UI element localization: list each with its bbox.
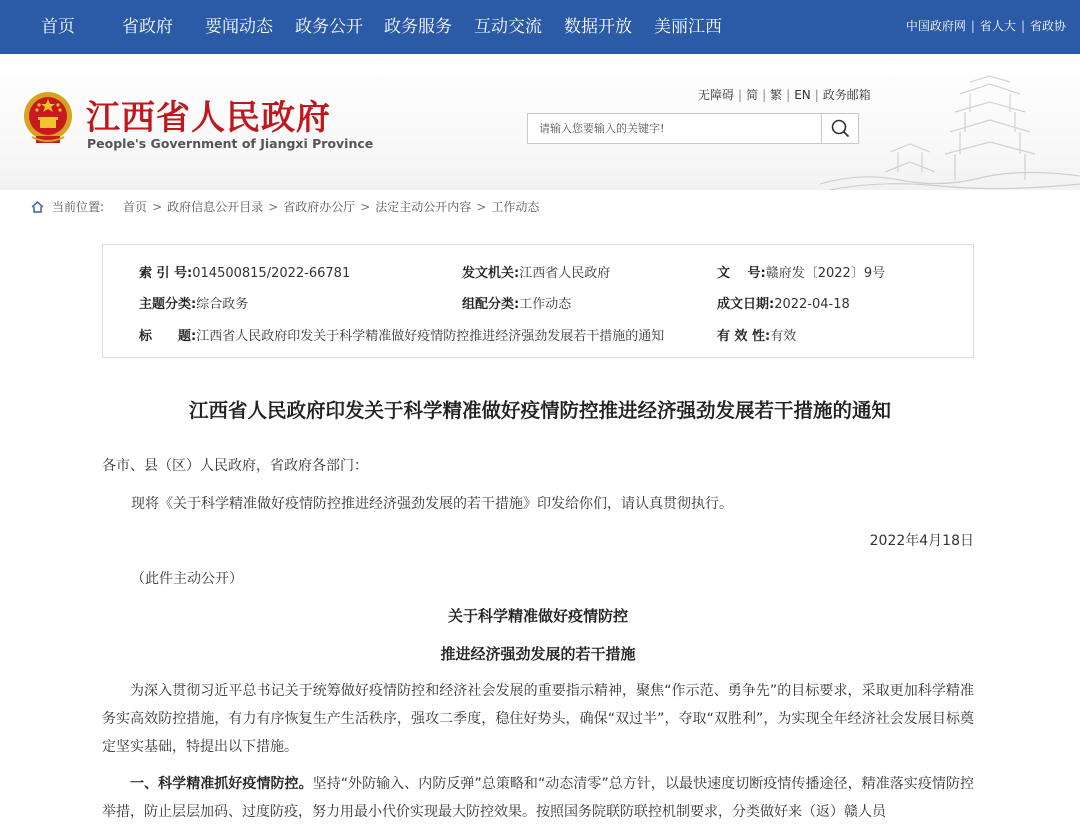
- search-icon: [822, 114, 859, 143]
- site-title-english: People's Government of Jiangxi Province: [87, 136, 374, 151]
- nav-item-beautiful-jiangxi[interactable]: 美丽江西: [654, 17, 722, 37]
- top-navigation-bar: [0, 0, 1080, 54]
- breadcrumb-home[interactable]: 首页: [123, 200, 148, 214]
- link-provincial-cppcc[interactable]: 省政协: [1029, 19, 1066, 33]
- meta-date: [717, 293, 850, 312]
- breadcrumb-label: 当前位置:: [52, 200, 105, 214]
- meta-category: [462, 293, 571, 312]
- meta-title-label: 标 题:: [139, 329, 197, 344]
- link-traditional-chinese[interactable]: 繁: [770, 88, 783, 102]
- article-paragraph-2: [102, 770, 974, 826]
- article-subtitle-line1: 关于科学精准做好疫情防控: [447, 607, 628, 625]
- article-paragraph-2-text: 坚持“外防输入、内防反弹”总策略和“动态清零”总方针，以最快速度切断疫情传播途径，精准落实疫情防控举措，防止层层加码、过度防疫，努力用最小代价实现最大防控效果。按照国务院联防联控机制要求，分类做好来（返）赣人员: [102, 776, 974, 820]
- nav-item-news[interactable]: 要闻动态: [205, 17, 273, 37]
- meta-issuer: [462, 262, 610, 281]
- top-right-links: [906, 0, 1066, 54]
- article-paragraph-2-lead: 一、科学精准抓好疫情防控。: [130, 776, 313, 792]
- utility-links: [698, 86, 871, 103]
- meta-validity: [717, 325, 796, 344]
- breadcrumb-info-disclosure-catalog[interactable]: 政府信息公开目录: [167, 200, 264, 214]
- divider: |: [814, 88, 819, 102]
- site-header: [0, 54, 1080, 190]
- meta-category-label: 组配分类:: [462, 297, 520, 312]
- meta-date-label: 成文日期:: [717, 297, 775, 312]
- breadcrumb-separator: >: [152, 200, 163, 214]
- meta-docno-value: 赣府发〔2022〕9号: [765, 266, 886, 281]
- breadcrumb-separator: >: [360, 200, 371, 214]
- meta-issuer-value: 江西省人民政府: [519, 266, 611, 281]
- search-button[interactable]: [821, 114, 858, 143]
- meta-index: [139, 262, 350, 281]
- divider: |: [786, 88, 791, 102]
- article-addressee: 各市、县（区）人民政府，省政府各部门：: [102, 458, 368, 474]
- divider: |: [1020, 19, 1025, 33]
- link-provincial-congress[interactable]: 省人大: [979, 19, 1016, 33]
- nav-item-government-services[interactable]: 政务服务: [384, 17, 452, 37]
- home-icon: [31, 201, 44, 213]
- meta-category-value: 工作动态: [519, 297, 572, 312]
- link-government-mailbox[interactable]: 政务邮箱: [822, 88, 871, 102]
- article-intro: 现将《关于科学精准做好疫情防控推进经济强劲发展的若干措施》印发给你们，请认真贯彻执行。: [131, 496, 733, 512]
- site-title-chinese[interactable]: 江西省人民政府: [86, 98, 331, 138]
- document-metadata-box: [102, 244, 974, 358]
- divider: |: [762, 88, 767, 102]
- meta-index-label: 索 引 号:: [139, 266, 193, 281]
- meta-docno-label: 文 号:: [717, 266, 766, 281]
- breadcrumb-separator: >: [476, 200, 487, 214]
- article-disclosure-note: （此件主动公开）: [131, 571, 243, 587]
- search-box: [527, 113, 859, 144]
- breadcrumb: [31, 199, 539, 215]
- meta-docno: [717, 262, 885, 281]
- meta-date-value: 2022-04-18: [774, 297, 850, 312]
- divider: |: [970, 19, 975, 33]
- breadcrumb-work-news[interactable]: 工作动态: [491, 200, 540, 214]
- meta-issuer-label: 发文机关:: [462, 266, 520, 281]
- article-paragraph-1: 为深入贯彻习近平总书记关于统筹做好疫情防控和经济社会发展的重要指示精神，聚焦“作示范、勇争先”的目标要求，采取更加科学精准务实高效防控措施，有力有序恢复生产生活秩序，强攻二季度，稳住好势头，确保“双过半”，夺取“双胜利”，为实现全年经济社会发展目标奠定坚实基础，特提出以下措施。: [102, 683, 974, 755]
- meta-topic-value: 综合政务: [196, 297, 249, 312]
- article-date: 2022年4月18日: [869, 533, 974, 549]
- link-china-gov[interactable]: 中国政府网: [905, 19, 966, 33]
- breadcrumb-separator: >: [268, 200, 279, 214]
- nav-item-open-data[interactable]: 数据开放: [564, 17, 632, 37]
- meta-topic-label: 主题分类:: [139, 297, 197, 312]
- nav-item-government-affairs-disclosure[interactable]: 政务公开: [295, 17, 363, 37]
- article-subtitle-line2: 推进经济强劲发展的若干措施: [440, 645, 636, 663]
- meta-validity-label: 有 效 性:: [717, 329, 771, 344]
- meta-title-value: 江西省人民政府印发关于科学精准做好疫情防控推进经济强劲发展若干措施的通知: [196, 329, 665, 344]
- link-accessibility[interactable]: 无障碍: [698, 88, 735, 102]
- article-title: 江西省人民政府印发关于科学精准做好疫情防控推进经济强劲发展若干措施的通知: [188, 399, 891, 422]
- meta-title: [139, 325, 664, 344]
- meta-topic: [139, 293, 248, 312]
- meta-index-value: 014500815/2022-66781: [192, 266, 351, 281]
- nav-item-provincial-government[interactable]: 省政府: [122, 17, 173, 37]
- link-simplified-chinese[interactable]: 简: [746, 88, 759, 102]
- meta-validity-value: 有效: [770, 329, 797, 344]
- national-emblem-icon: [22, 89, 74, 147]
- nav-item-interaction[interactable]: 互动交流: [474, 17, 542, 37]
- breadcrumb-general-office[interactable]: 省政府办公厅: [283, 200, 356, 214]
- divider: |: [738, 88, 743, 102]
- link-english[interactable]: EN: [794, 88, 811, 102]
- nav-item-home[interactable]: 首页: [41, 17, 75, 37]
- search-input[interactable]: [528, 114, 822, 143]
- breadcrumb-statutory-disclosure[interactable]: 法定主动公开内容: [375, 200, 472, 214]
